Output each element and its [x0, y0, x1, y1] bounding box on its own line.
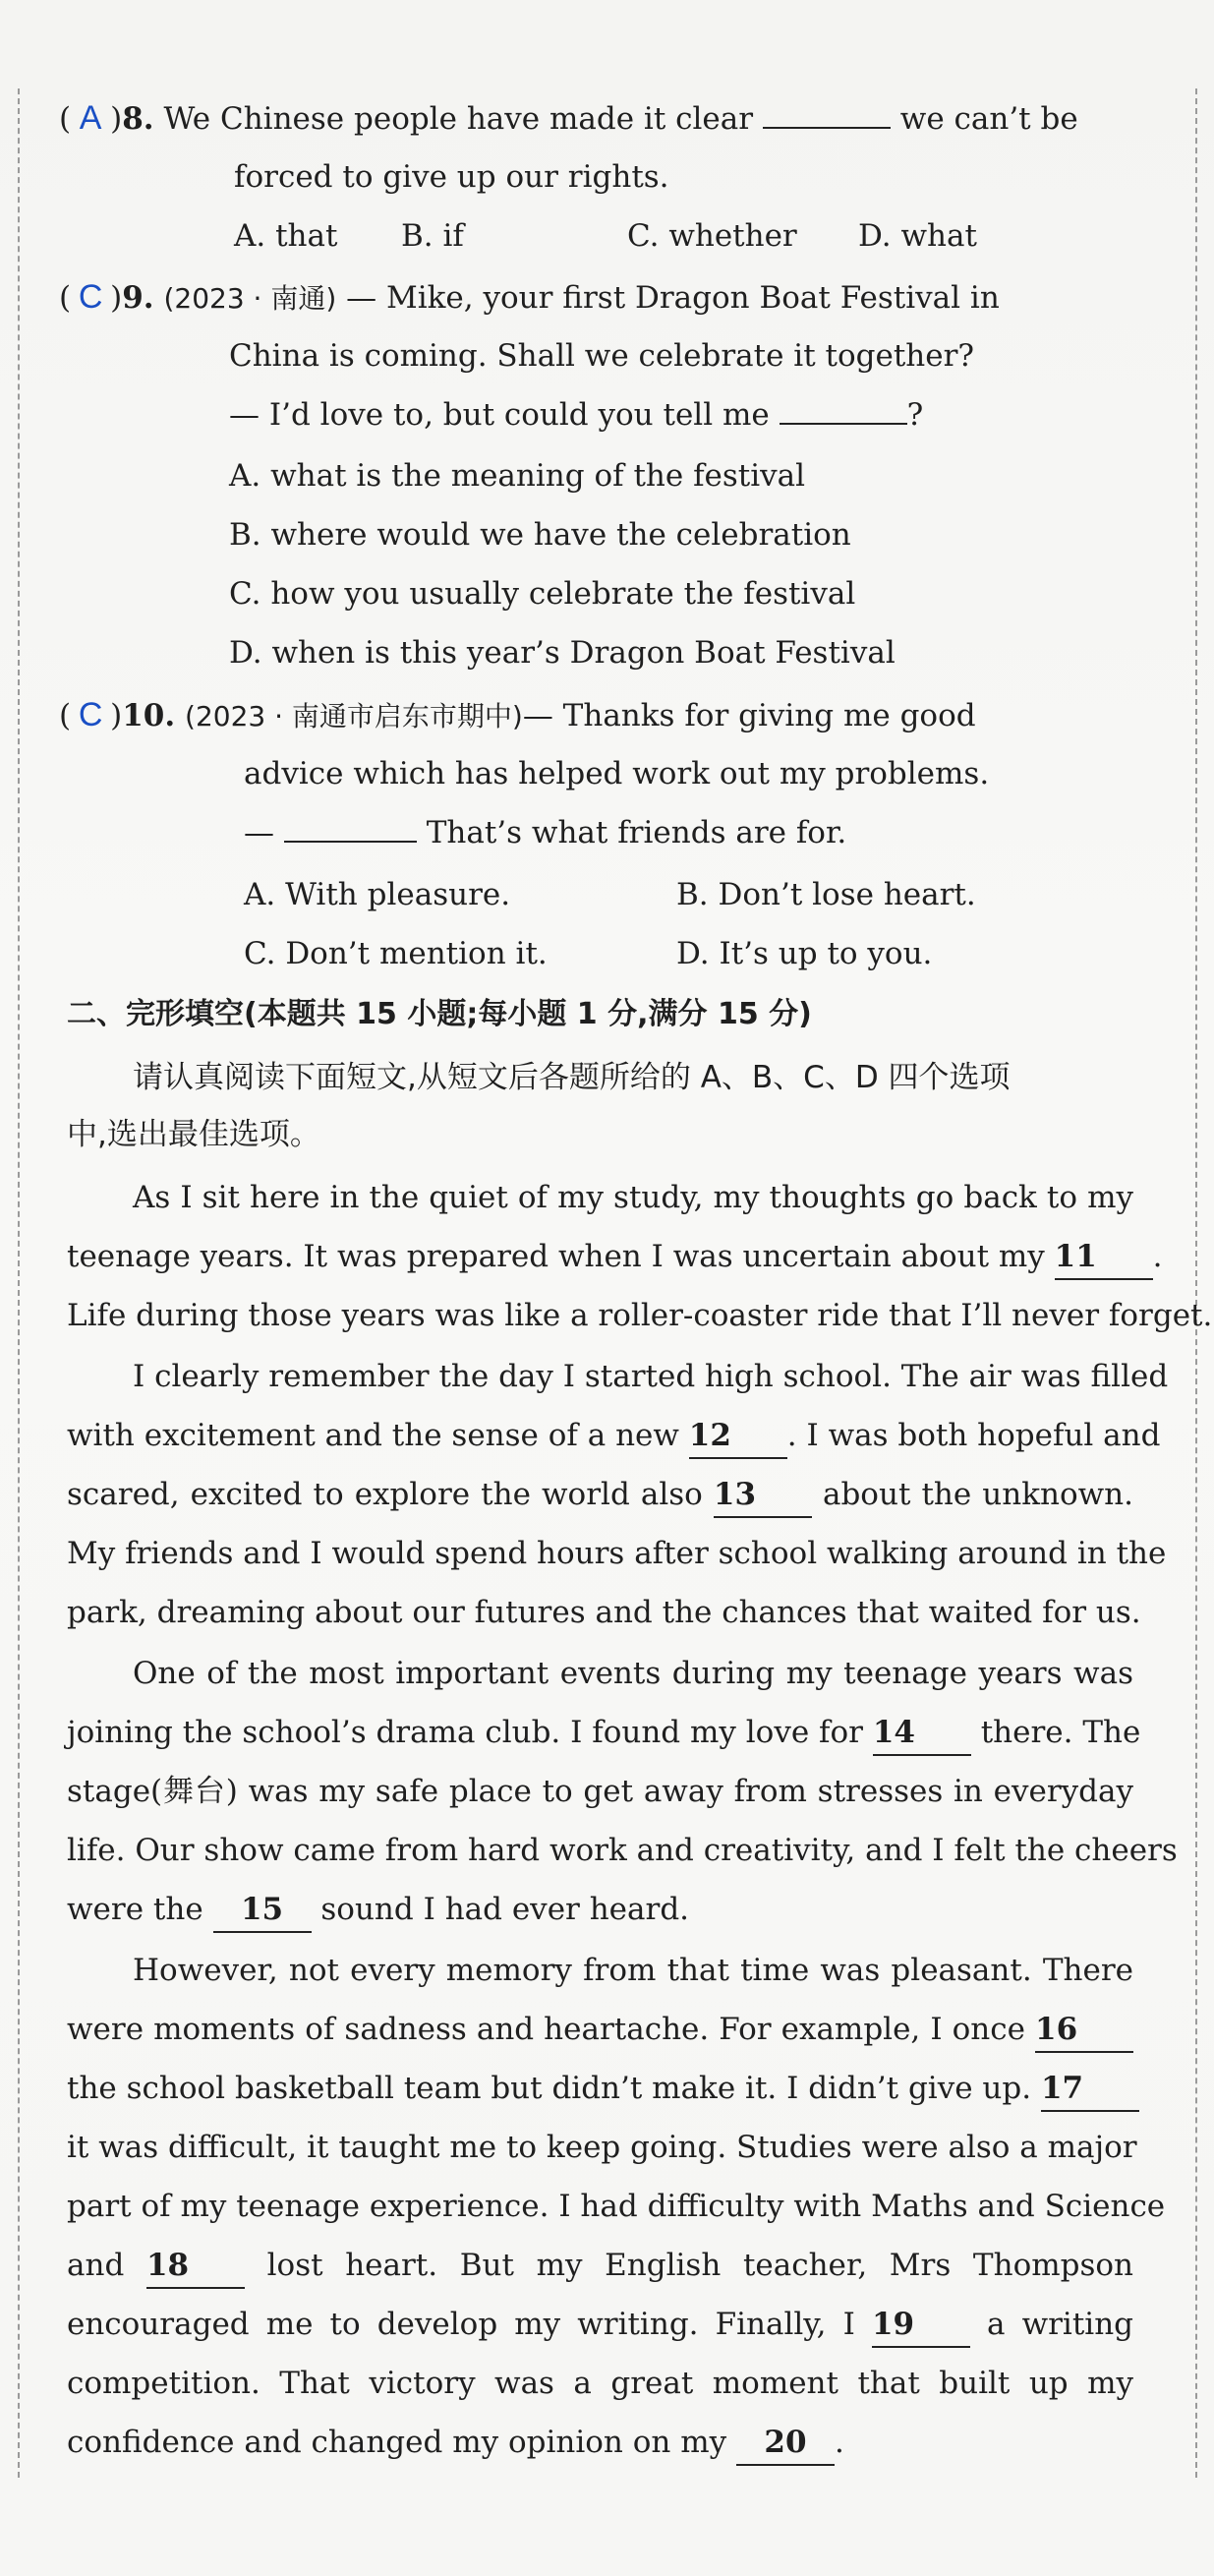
passage-text: were the — [67, 1892, 203, 1927]
q8-option-a: A. that — [234, 218, 338, 254]
passage-p2-line3 — [67, 1473, 1133, 1518]
q9-line3 — [229, 393, 1155, 437]
passage-p1-line1: As I sit here in the quiet of my study, my thoughts go back to my — [133, 1180, 1133, 1215]
passage-text: encouraged me to develop my writing. Finally, I — [67, 2307, 855, 2342]
section2-instruction-1: 请认真阅读下面短文,从短文后各题所给的 A、B、C、D 四个选项 — [133, 1060, 1011, 1095]
passage-text: confidence and changed my opinion on my — [67, 2425, 727, 2460]
passage-p3-line3: stage(舞台) was my safe place to get away from stresses in everyday — [67, 1774, 1133, 1809]
q8-option-c: C. whether — [627, 218, 797, 254]
q9-text-3a: — I’d love to, but could you tell me — [229, 397, 770, 433]
passage-p4-line3 — [67, 2067, 1133, 2112]
passage-text: were moments of sadness and heartache. For example, I once — [67, 2012, 1025, 2047]
blank-17: 17 — [1041, 2067, 1139, 2112]
passage-p4-line5: part of my teenage experience. I had difficulty with Maths and Science — [67, 2189, 1166, 2224]
passage-p3-line5 — [67, 1888, 1155, 1933]
passage-text: teenage years. It was prepared when I was uncertain about my — [67, 1239, 1045, 1274]
passage-p2-line4: My friends and I would spend hours after school walking around in the — [67, 1536, 1167, 1571]
blank-18: 18 — [146, 2244, 245, 2289]
q9-number: 9. — [122, 280, 154, 316]
q10-text-1: — Thanks for giving me good — [522, 698, 976, 733]
passage-p1-line2: teenage years. It was prepared when I was uncertain about my 11 . — [67, 1235, 1133, 1280]
q10-option-a: A. With pleasure. — [244, 877, 511, 912]
q9-option-b: B. where would we have the celebration — [229, 517, 851, 553]
q8-option-b: B. if — [401, 218, 464, 254]
passage-p3-line4: life. Our show came from hard work and creativity, and I felt the cheers — [67, 1833, 1178, 1868]
q8-option-d: D. what — [858, 218, 977, 254]
right-dashed-rule — [1195, 88, 1197, 2478]
passage-text: lost heart. But my English teacher, Mrs Thompson — [266, 2248, 1134, 2283]
q10-number: 10. — [122, 698, 176, 733]
q10-option-d: D. It’s up to you. — [676, 936, 933, 971]
blank-19: 19 — [872, 2303, 970, 2348]
passage-p3-line2 — [67, 1711, 1141, 1756]
q8-number: 8. — [122, 101, 154, 137]
q9-text-3b: ? — [906, 397, 924, 433]
passage-p4-line2 — [67, 2008, 1133, 2053]
q8-text-a: We Chinese people have made it clear — [163, 101, 754, 137]
passage-text: there. The — [980, 1715, 1141, 1750]
passage-p4-line1: However, not every memory from that time was pleasant. There — [133, 1953, 1133, 1988]
left-dashed-rule — [18, 88, 20, 2478]
q8-line1: ( A )8. We Chinese people have made it clear we can’t be — [59, 96, 1155, 141]
passage-p3-line1: One of the most important events during my teenage years was — [133, 1656, 1133, 1691]
passage-p4-line7 — [67, 2303, 1133, 2348]
q9-text-1: — Mike, your first Dragon Boat Festival in — [346, 280, 1000, 316]
blank-20: 20 — [736, 2421, 835, 2466]
q9-line2: China is coming. Shall we celebrate it together? — [229, 338, 975, 374]
section2-instruction-2: 中,选出最佳选项。 — [67, 1117, 320, 1152]
q10-line1: ( C )10. (2023 · 南通市启东市期中)— Thanks for giving me good — [59, 693, 1155, 738]
q9-answer: C — [78, 278, 103, 316]
blank-12: 12 — [689, 1414, 787, 1459]
passage-p1-line3: Life during those years was like a roller-coaster ride that I’ll never forget. — [67, 1298, 1213, 1333]
q9-option-a: A. what is the meaning of the festival — [229, 458, 806, 494]
passage-text: a writing — [987, 2307, 1134, 2342]
q8-line2: forced to give up our rights. — [234, 159, 669, 195]
blank-14: 14 — [873, 1711, 971, 1756]
q10-option-c: C. Don’t mention it. — [244, 936, 548, 971]
q10-source: (2023 · 南通市启东市期中) — [185, 700, 523, 732]
q10-text-3b: That’s what friends are for. — [426, 815, 847, 850]
q9-source: (2023 · 南通) — [163, 282, 337, 315]
q10-text-3a: — — [244, 815, 274, 850]
passage-p4-line8: competition. That victory was a great moment that built up my — [67, 2366, 1133, 2401]
passage-text: with excitement and the sense of a new — [67, 1418, 679, 1453]
q9-option-d: D. when is this year’s Dragon Boat Festival — [229, 635, 896, 671]
passage-p2-line5: park, dreaming about our futures and the chances that waited for us. — [67, 1595, 1141, 1630]
q10-options-cd — [244, 932, 1155, 975]
blank-15: 15 — [213, 1888, 312, 1933]
q9-blank — [780, 393, 907, 425]
blank-13: 13 — [714, 1473, 812, 1518]
blank-11: 11 — [1055, 1235, 1153, 1280]
passage-text: sound I had ever heard. — [320, 1892, 690, 1927]
passage-p4-line9: confidence and changed my opinion on my 20 . — [67, 2421, 1155, 2466]
passage-p2-line2 — [67, 1414, 1161, 1459]
passage-text: and — [67, 2248, 125, 2283]
q9-option-c: C. how you usually celebrate the festival — [229, 576, 856, 612]
q8-text-b: we can’t be — [899, 101, 1078, 137]
q10-line3 — [244, 811, 1155, 854]
passage-p2-line1: I clearly remember the day I started high school. The air was filled — [133, 1359, 1169, 1394]
q8-answer: A — [79, 99, 102, 137]
q10-option-b: B. Don’t lose heart. — [676, 877, 976, 912]
passage-p4-line6 — [67, 2244, 1133, 2289]
passage-text: scared, excited to explore the world also — [67, 1477, 703, 1512]
passage-text: about the unknown. — [822, 1477, 1133, 1512]
passage-text: . I was both hopeful and — [786, 1418, 1161, 1453]
passage-text: joining the school’s drama club. I found my love for — [67, 1715, 863, 1750]
q9-line1: ( C )9. (2023 · 南通) — Mike, your first Dragon Boat Festival in — [59, 275, 1155, 321]
section2-heading: 二、完形填空(本题共 15 小题;每小题 1 分,满分 15 分) — [67, 997, 812, 1031]
q10-line2: advice which has helped work out my problems. — [244, 756, 990, 791]
q10-blank — [284, 811, 417, 843]
q10-options-ab — [244, 873, 1155, 916]
q8-blank — [763, 97, 891, 129]
blank-16: 16 — [1035, 2008, 1133, 2053]
passage-text: the school basketball team but didn’t make it. I didn’t give up. — [67, 2071, 1032, 2106]
q10-answer: C — [78, 696, 103, 733]
passage-p4-line4: it was difficult, it taught me to keep going. Studies were also a major — [67, 2130, 1137, 2165]
q8-options — [234, 214, 1155, 258]
